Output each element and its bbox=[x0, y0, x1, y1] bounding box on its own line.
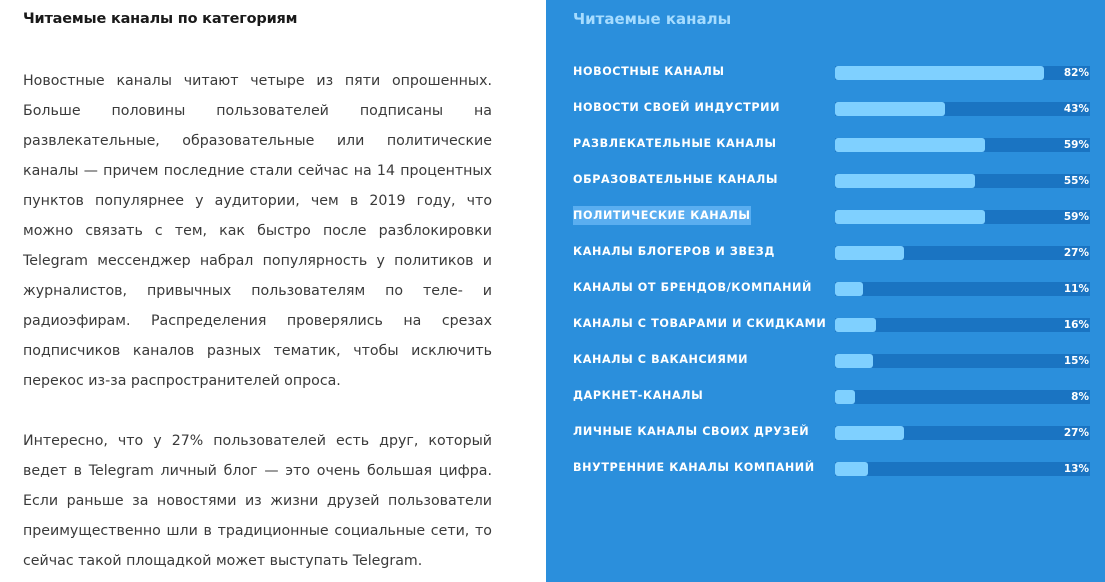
chart-title: Читаемые каналы bbox=[573, 10, 732, 28]
category-label: ПОЛИТИЧЕСКИЕ КАНАЛЫ bbox=[573, 206, 751, 225]
chart-row bbox=[546, 207, 1105, 227]
chart-row bbox=[546, 171, 1105, 191]
chart-row bbox=[546, 279, 1105, 299]
value-label: 82% bbox=[1063, 67, 1089, 79]
category-label: КАНАЛЫ С ВАКАНСИЯМИ bbox=[573, 353, 749, 366]
article-paragraph-2: Интересно, что у 27% пользователей есть друг, который ведет в Telegram личный блог — это очень большая цифра. Если раньше за новостями из жизни друзей пользователи преимущественно шли в традиционные социальные сети, то сейчас такой площадкой может выступать Telegram. bbox=[23, 433, 492, 569]
bar-track bbox=[835, 426, 1090, 440]
chart-row bbox=[546, 243, 1105, 263]
bar bbox=[835, 210, 985, 224]
bar-track bbox=[835, 138, 1090, 152]
chart-row bbox=[546, 135, 1105, 155]
value-label: 59% bbox=[1063, 139, 1089, 151]
category-label: ВНУТРЕННИЕ КАНАЛЫ КОМПАНИЙ bbox=[573, 461, 815, 474]
bar bbox=[835, 390, 855, 404]
bar bbox=[835, 426, 904, 440]
bar bbox=[835, 138, 985, 152]
bar bbox=[835, 174, 975, 188]
bar bbox=[835, 354, 873, 368]
value-label: 11% bbox=[1063, 283, 1089, 295]
bar-track bbox=[835, 246, 1090, 260]
bar-track bbox=[835, 354, 1090, 368]
chart-row bbox=[546, 459, 1105, 479]
bar bbox=[835, 462, 868, 476]
value-label: 59% bbox=[1063, 211, 1089, 223]
bar-track bbox=[835, 390, 1090, 404]
article-paragraph-1: Новостные каналы читают четыре из пяти опрошенных. Больше половины пользователей подписаны на развлекательные, образовательные или политические каналы — причем последние стали сейчас на 14 процентных пунктов популярнее у аудитории, чем в 2019 году, что можно связать с тем, как быстро после разблокировки Telegram мессенджер набрал популярность у политиков и журналистов, привычных пользователям по теле- и радиоэфирам. Распределения проверялись на срезах подписчиков каналов разных тематик, чтобы исключить перекос из-за распространителей опроса. bbox=[23, 73, 492, 389]
chart-row bbox=[546, 387, 1105, 407]
value-label: 27% bbox=[1063, 247, 1089, 259]
category-label: ОБРАЗОВАТЕЛЬНЫЕ КАНАЛЫ bbox=[573, 173, 779, 186]
bar bbox=[835, 66, 1044, 80]
bar-track bbox=[835, 66, 1090, 80]
bar bbox=[835, 318, 876, 332]
category-label: ДАРКНЕТ-КАНАЛЫ bbox=[573, 389, 704, 402]
value-label: 43% bbox=[1063, 103, 1089, 115]
value-label: 8% bbox=[1071, 391, 1089, 403]
value-label: 55% bbox=[1063, 175, 1089, 187]
category-label: КАНАЛЫ С ТОВАРАМИ И СКИДКАМИ bbox=[573, 317, 827, 330]
chart-row bbox=[546, 315, 1105, 335]
category-label: НОВОСТНЫЕ КАНАЛЫ bbox=[573, 65, 725, 78]
bar-track bbox=[835, 174, 1090, 188]
bar bbox=[835, 102, 945, 116]
category-label: ЛИЧНЫЕ КАНАЛЫ СВОИХ ДРУЗЕЙ bbox=[573, 425, 810, 438]
value-label: 15% bbox=[1063, 355, 1089, 367]
bar-track bbox=[835, 210, 1090, 224]
category-label: КАНАЛЫ ОТ БРЕНДОВ/КОМПАНИЙ bbox=[573, 281, 812, 294]
chart-row bbox=[546, 423, 1105, 443]
chart-panel bbox=[546, 0, 1105, 582]
value-label: 13% bbox=[1063, 463, 1089, 475]
category-label: НОВОСТИ СВОЕЙ ИНДУСТРИИ bbox=[573, 101, 781, 114]
bar bbox=[835, 282, 863, 296]
article-column bbox=[0, 0, 546, 582]
chart-row bbox=[546, 99, 1105, 119]
chart-row bbox=[546, 351, 1105, 371]
value-label: 27% bbox=[1063, 427, 1089, 439]
bar-track bbox=[835, 462, 1090, 476]
bar bbox=[835, 246, 904, 260]
category-label: РАЗВЛЕКАТЕЛЬНЫЕ КАНАЛЫ bbox=[573, 137, 777, 150]
article-heading: Читаемые каналы по категориям bbox=[23, 11, 298, 27]
bar-track bbox=[835, 102, 1090, 116]
category-label: КАНАЛЫ БЛОГЕРОВ И ЗВЕЗД bbox=[573, 245, 775, 258]
value-label: 16% bbox=[1063, 319, 1089, 331]
bar-track bbox=[835, 282, 1090, 296]
bar-track bbox=[835, 318, 1090, 332]
chart-row bbox=[546, 63, 1105, 83]
